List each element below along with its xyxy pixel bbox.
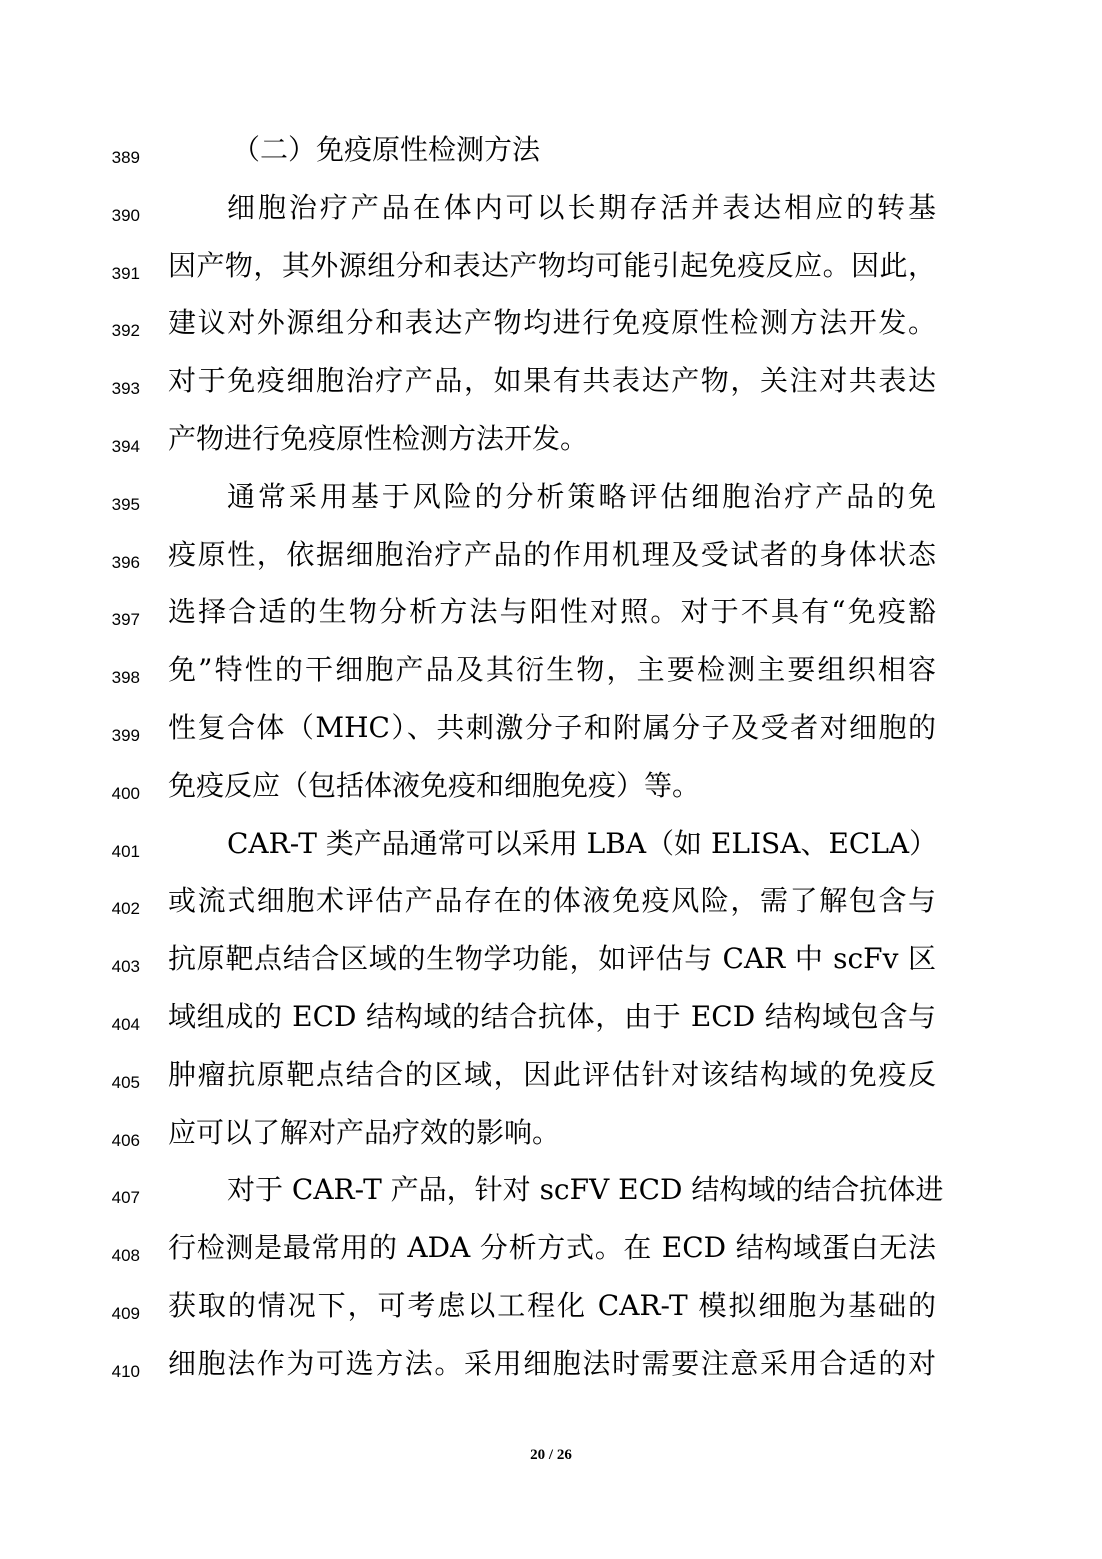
document-line — [0, 638, 1102, 696]
line-text: 因产物，其外源组分和表达产物均可能引起免疫反应。因此， — [168, 248, 936, 282]
line-number: 409 — [111, 1304, 140, 1323]
line-number: 391 — [111, 263, 140, 283]
document-line — [0, 176, 1102, 234]
line-text: 应可以了解对产品疗效的影响。 — [168, 1115, 561, 1149]
document-line — [0, 812, 1102, 870]
line-number: 402 — [111, 899, 140, 919]
line-number: 410 — [111, 1361, 140, 1381]
document-line — [0, 1158, 1102, 1216]
line-text: 对于免疫细胞治疗产品，如果有共表达产物，关注对共表达 — [168, 364, 936, 398]
line-text: CAR-T 类产品通常可以采用 LBA（如 ELISA、ECLA） — [227, 826, 938, 860]
line-text: 行检测是最常用的 ADA 分析方式。在 ECD 结构域蛋白无法 — [168, 1231, 936, 1265]
document-line — [0, 118, 1102, 176]
line-text: 产物进行免疫原性检测方法开发。 — [168, 422, 589, 455]
line-text: 免”特性的干细胞产品及其衍生物，主要检测主要组织相容 — [168, 653, 936, 687]
line-text: 建议对外源组分和表达产物均进行免疫原性检测方法开发。 — [168, 306, 936, 340]
line-number: 396 — [111, 552, 140, 572]
document-line — [0, 1332, 1102, 1390]
line-number: 400 — [111, 783, 140, 803]
document-line — [0, 234, 1102, 292]
document-line — [0, 1043, 1102, 1101]
line-text: 性复合体（MHC）、共刺激分子和附属分子及受者对细胞的 — [168, 711, 936, 744]
document-line — [0, 869, 1102, 927]
document-line — [0, 407, 1102, 465]
line-text: 肿瘤抗原靶点结合的区域，因此评估针对该结构域的免疫反 — [168, 1057, 936, 1091]
document-line — [0, 754, 1102, 812]
line-number: 393 — [111, 379, 140, 399]
document-line — [0, 1274, 1102, 1332]
document-line — [0, 1101, 1102, 1159]
document-line — [0, 696, 1102, 754]
line-number: 397 — [111, 610, 140, 630]
document-line — [0, 1216, 1102, 1274]
line-number: 389 — [111, 148, 140, 167]
page-number: 20 / 26 — [530, 1447, 572, 1463]
line-number: 401 — [111, 841, 140, 861]
line-number: 390 — [111, 205, 140, 225]
line-number: 403 — [111, 957, 140, 977]
document-line — [0, 465, 1102, 523]
document-line — [0, 349, 1102, 407]
document-line — [0, 523, 1102, 581]
line-number: 394 — [111, 437, 140, 456]
document-line — [0, 580, 1102, 638]
line-number: 406 — [111, 1130, 140, 1150]
line-number: 405 — [111, 1072, 140, 1092]
line-number: 399 — [111, 726, 140, 745]
line-number: 408 — [111, 1246, 140, 1266]
line-text: 或流式细胞术评估产品存在的体液免疫风险，需了解包含与 — [168, 884, 936, 918]
document-line — [0, 291, 1102, 349]
line-text: 抗原靶点结合区域的生物学功能，如评估与 CAR 中 scFv 区 — [168, 942, 936, 976]
line-number: 395 — [111, 494, 140, 514]
document-line — [0, 927, 1102, 985]
line-number: 398 — [111, 668, 140, 688]
line-text: 免疫反应（包括体液免疫和细胞免疫）等。 — [168, 768, 701, 802]
line-text: 细胞治疗产品在体内可以长期存活并表达相应的转基 — [227, 190, 936, 224]
line-text: 域组成的 ECD 结构域的结合抗体，由于 ECD 结构域包含与 — [168, 1000, 936, 1033]
line-number: 392 — [111, 321, 140, 341]
line-text: 获取的情况下，可考虑以工程化 CAR-T 模拟细胞为基础的 — [168, 1289, 936, 1322]
line-text: 细胞法作为可选方法。采用细胞法时需要注意采用合适的对 — [168, 1346, 936, 1380]
document-line — [0, 985, 1102, 1043]
line-number: 404 — [111, 1015, 140, 1034]
line-text: 疫原性，依据细胞治疗产品的作用机理及受试者的身体状态 — [168, 537, 936, 571]
line-text: 对于 CAR-T 产品，针对 scFV ECD 结构域的结合抗体进 — [227, 1173, 944, 1207]
section-heading: （二）免疫原性检测方法 — [232, 133, 541, 166]
line-number: 407 — [111, 1188, 140, 1208]
line-text: 选择合适的生物分析方法与阳性对照。对于不具有“免疫豁 — [168, 595, 936, 629]
line-text: 通常采用基于风险的分析策略评估细胞治疗产品的免 — [227, 479, 936, 513]
